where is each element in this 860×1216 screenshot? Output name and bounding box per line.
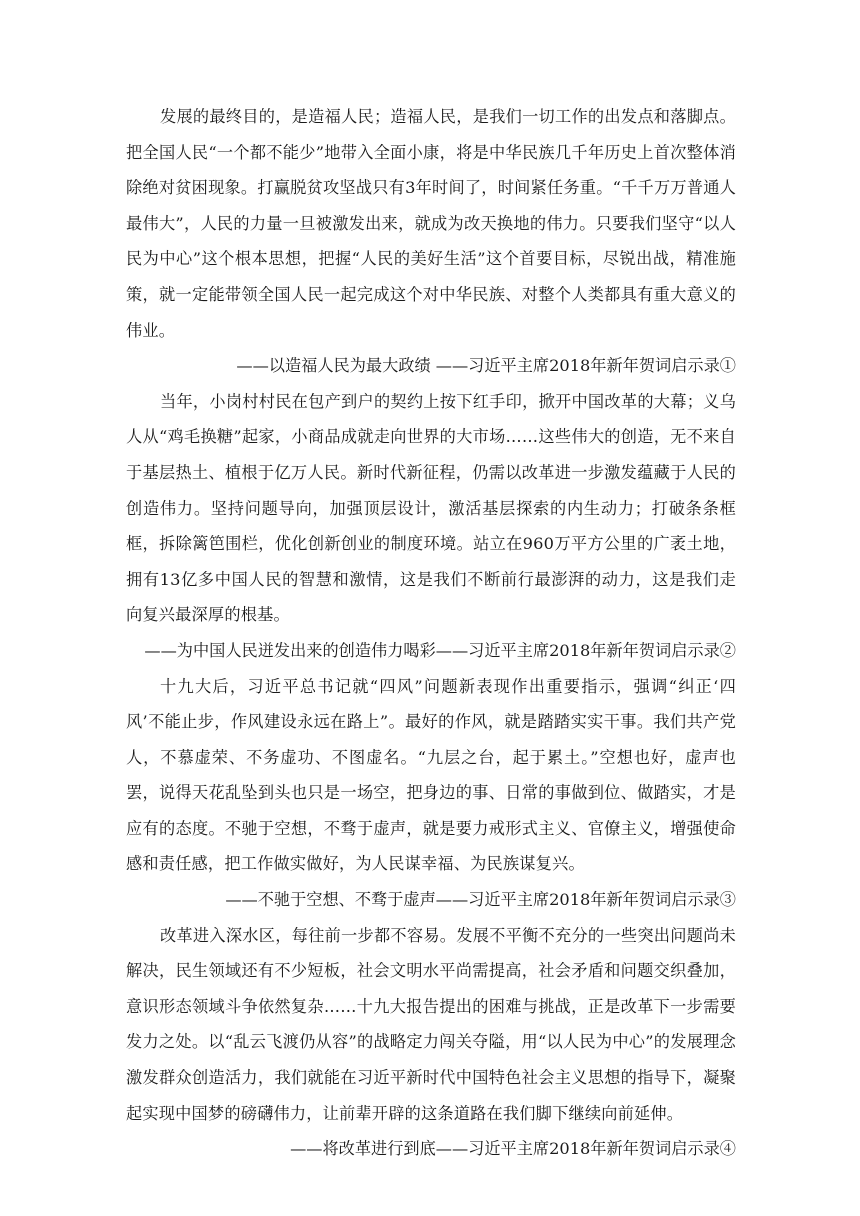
paragraph-4: 改革进入深水区，每往前一步都不容易。发展不平衡不充分的一些突出问题尚未解决，民生领域还有不少短板，社会文明水平尚需提高，社会矛盾和问题交织叠加，意识形态领域斗争依然复杂……十九大报告提出的困难与挑战，正是改革下一步需要发力之处。以“乱云飞渡仍从容”的战略定力闯关夺隘，用“以人民为中心”的发展理念激发群众创造活力，我们就能在习近平新时代中国特色社会主义思想的指导下，凝聚起实现中国梦的磅礴伟力，让前辈开辟的这条道路在我们脚下继续向前延伸。 (126, 925, 736, 1123)
source-line-2: ——为中国人民迸发出来的创造伟力喝彩——习近平主席2018年新年贺词启示录② (144, 640, 736, 660)
paragraph-1: 发展的最终目的，是造福人民；造福人民，是我们一切工作的出发点和落脚点。把全国人民“一个都不能少”地带入全面小康，将是中华民族几千年历史上首次整体消除绝对贫困现象。打赢脱贫攻坚战只有3年时间了，时间紧任务重。“千千万万普通人最伟大”，人民的力量一旦被激发出来，就成为改天换地的伟力。只要我们坚守“以人民为中心”这个根本思想，把握“人民的美好生活”这个首要目标，尽锐出战，精准施策，就一定能带领全国人民一起完成这个对中华民族、对整个人类都具有重大意义的伟业。 (126, 107, 736, 340)
source-line-4: ——将改革进行到底——习近平主席2018年新年贺词启示录④ (290, 1139, 736, 1159)
paragraph-3: 十九大后，习近平总书记就“四风”问题新表现作出重要指示，强调“纠正‘四风’不能止步，作风建设永远在路上”。最好的作风，就是踏踏实实干事。我们共产党人，不慕虚荣、不务虚功、不图虚名。“九层之台，起于累土。”空想也好，虚声也罢，说得天花乱坠到头也只是一场空，把身边的事、日常的事做到位、做踏实，才是应有的态度。不驰于空想，不骛于虚声，就是要力戒形式主义、官僚主义，增强使命感和责任感，把工作做实做好，为人民谋幸福、为民族谋复兴。 (126, 676, 736, 874)
source-line-3: ——不驰于空想、不骛于虚声——习近平主席2018年新年贺词启示录③ (225, 890, 736, 910)
source-line-1: ——以造福人民为最大政绩 ——习近平主席2018年新年贺词启示录① (236, 356, 736, 376)
paragraph-2: 当年，小岗村村民在包产到户的契约上按下红手印，掀开中国改革的大幕；义乌人从“鸡毛换糖”起家，小商品成就走向世界的大市场……这些伟大的创造，无不来自于基层热土、植根于亿万人民。新时代新征程，仍需以改革进一步激发蕴藏于人民的创造伟力。坚持问题导向，加强顶层设计，激活基层探索的内生动力；打破条条框框，拆除篱笆围栏，优化创新创业的制度环境。站立在960万平方公里的广袤土地，拥有13亿多中国人民的智慧和激情，这是我们不断前行最澎湃的动力，这是我们走向复兴最深厚的根基。 (126, 391, 736, 625)
document-page (126, 0, 736, 1167)
